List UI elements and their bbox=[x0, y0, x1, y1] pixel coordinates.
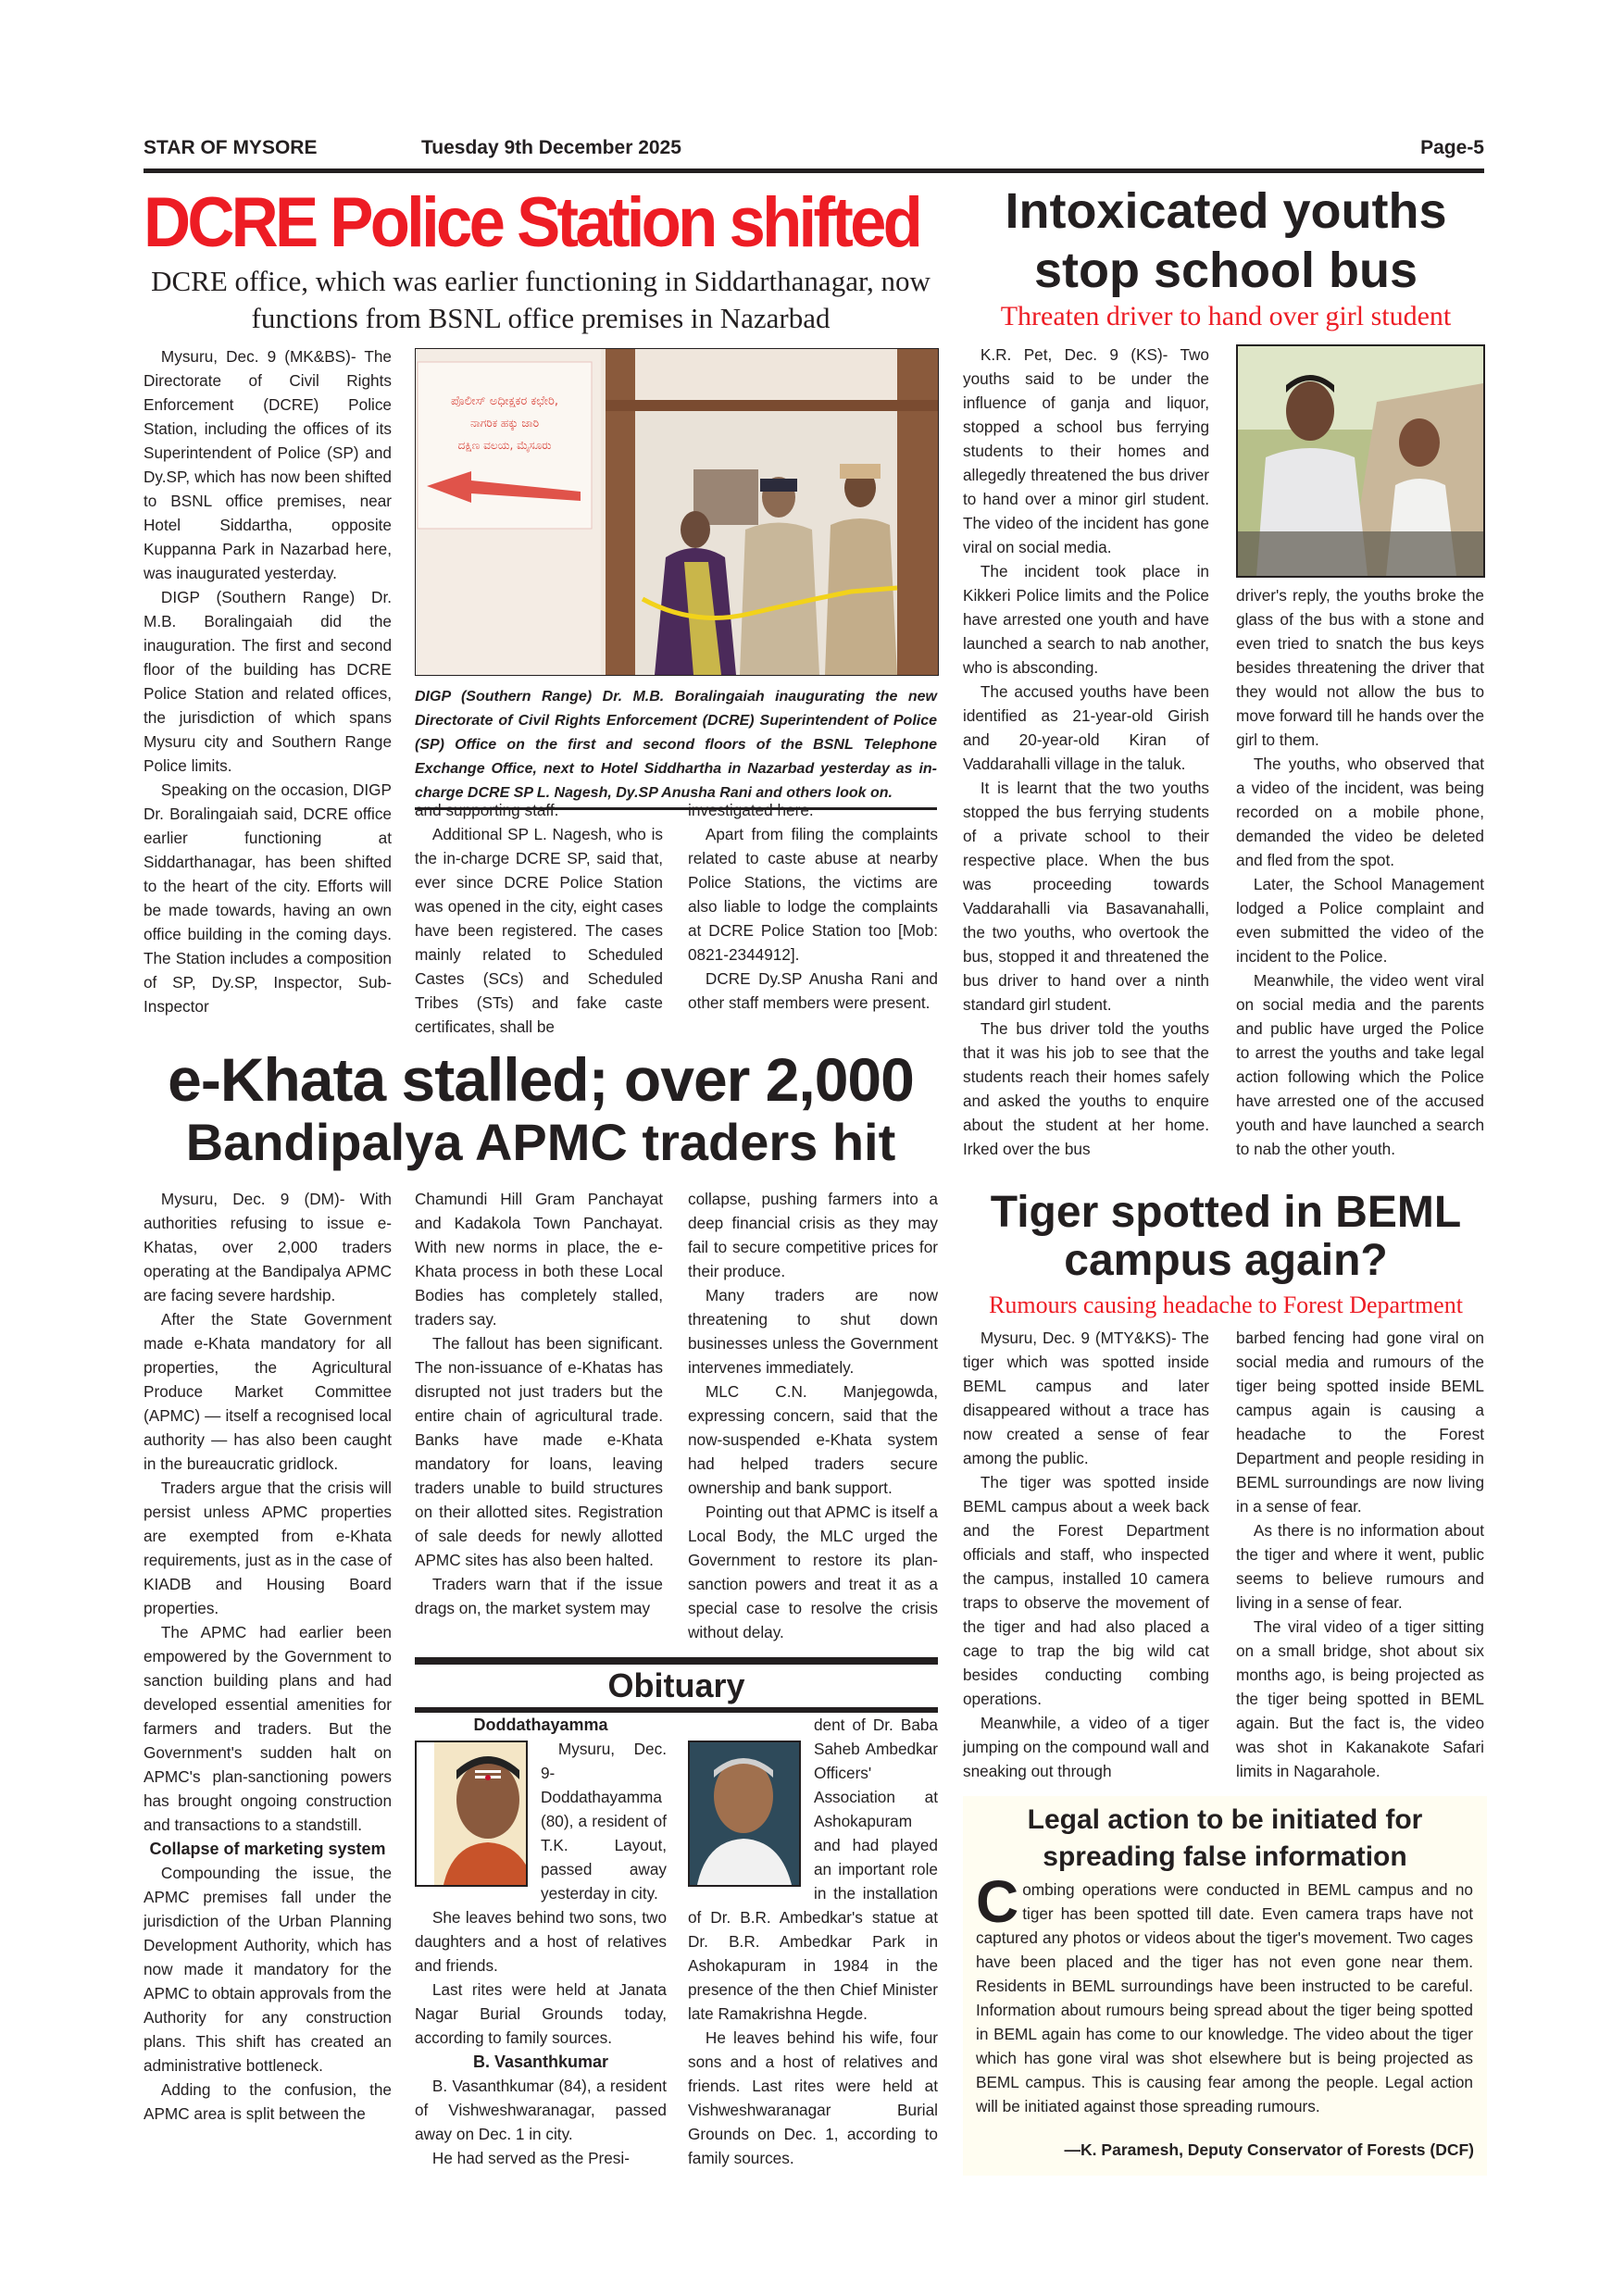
page-number: Page-5 bbox=[1420, 137, 1484, 158]
paragraph: As there is no information about the tiger and where it went, public seems to believe rumours and living in a sense of fear. bbox=[1236, 1521, 1484, 1612]
paragraph: The tiger was spotted inside BEML campus about a week back and the Forest Department officials and staff, who inspected the campus, installed 10 camera traps to observe the movement of the tiger and had also placed a cage to trap the big wild cat besides conducting combing operations. bbox=[963, 1473, 1209, 1708]
dcre-deck: DCRE office, which was earlier functioning in Siddarthanagar, now functions from BSNL office premises in Nazarbad bbox=[151, 265, 931, 334]
bus-deck: Threaten driver to hand over girl student bbox=[1000, 301, 1452, 331]
paragraph: Many traders are now threatening to shut down businesses unless the Government intervenes immediately. bbox=[688, 1286, 938, 1377]
obituary-name: B. Vasanthkumar bbox=[472, 2053, 609, 2071]
paragraph: Traders warn that if the issue drags on, the market system may bbox=[415, 1575, 663, 1617]
subheading: Collapse of marketing system bbox=[149, 1840, 386, 1858]
paragraph: The viral video of a tiger sitting on a small bridge, shot about six months ago, is being projected as the tiger being spotted in BEML again. But the fact is, the video was shot in Kakanakote Safari limits in Nagarahole. bbox=[1236, 1617, 1484, 1780]
legal-action-signature: —K. Paramesh, Deputy Conservator of Forests (DCF) bbox=[1064, 2140, 1474, 2159]
headline-line-1: e-Khata stalled; over 2,000 bbox=[168, 1045, 914, 1114]
paragraph: Meanwhile, a video of a tiger jumping on the compound wall and sneaking out through bbox=[963, 1714, 1209, 1780]
paragraph: Mysuru, Dec. 9 (MK&BS)- The Directorate of Civil Rights Enforcement (DCRE) Police Station, including the offices of its Superintendent of Police (SP) and Dy.SP, which has now been shifted to BSNL office premises, near Hotel Siddartha, opposite Kuppanna Park in Nazarbad here, was inaugurated yesterday. bbox=[144, 347, 392, 582]
paragraph: The bus driver told the youths that it was his job to see that the students reach their homes safely and asked the youths to enquire about the student at her home. Irked over the bus bbox=[963, 1019, 1209, 1158]
paragraph: The youths, who observed that a video of the incident, was being recorded on a mobile phone, demanded the video be deleted and fled from the spot. bbox=[1236, 755, 1484, 869]
legal-action-text: ombing operations were conducted in BEML campus and no tiger has been spotted till date. Even camera traps have not captured any photos or videos about the tiger's movement. Two cages have been placed and the tiger has not even gone near them. Residents in BEML surroundings have been instructed to be careful. Information about rumours being spread about the tiger being spotted in BEML again has come to our knowledge. The video about the tiger which has gone viral was shot elsewhere but is being projected as BEML campus. This is causing fear among the people. Legal action will be initiated against those spreading rumours. bbox=[976, 1880, 1473, 2115]
paragraph-continuation: investigated here. bbox=[688, 801, 814, 819]
paragraph: Mysuru, Dec. 9 (DM)- With authorities refusing to issue e-Khatas, over 2,000 traders operating at the Bandipalya APMC are facing severe hardship. bbox=[144, 1190, 392, 1304]
dcre-headline: DCRE Police Station shifted bbox=[144, 183, 920, 262]
obituary-name: Doddathayamma bbox=[473, 1716, 608, 1734]
dcre-column-1 bbox=[144, 344, 392, 1018]
paragraph: DIGP (Southern Range) Dr. M.B. Boralingaiah did the inauguration. The first and second floor of the building has DCRE Police Station and related offices, the jurisdiction of which spans Mysuru city and Southern Range Police limits. bbox=[144, 588, 392, 775]
paragraph bbox=[415, 1737, 667, 1905]
ekhata-column-3 bbox=[688, 1187, 938, 1644]
svg-text:ದಕ್ಷಿಣ ವಲಯ, ಮೈಸೂರು: ದಕ್ಷಿಣ ವಲಯ, ಮೈಸೂರು bbox=[457, 439, 552, 452]
paragraph-continuation: Chamundi Hill Gram Panchayat and Kadakola Town Panchayat. With new norms in place, the e-Khata process in both these Local Bodies has completely stalled, traders say. bbox=[415, 1190, 663, 1329]
obituary-column-2 bbox=[688, 1713, 938, 2170]
publication-name: STAR OF MYSORE bbox=[144, 137, 318, 158]
tiger-headline bbox=[963, 1189, 1489, 1285]
paragraph: Apart from filing the complaints related to caste abuse at nearby Police Stations, the victims are also liable to lodge the complaints at DCRE Police Station too [Mob: 0821-2344912]. bbox=[688, 825, 938, 964]
photo-illustration bbox=[1238, 346, 1483, 576]
portrait-illustration bbox=[690, 1742, 799, 1885]
paragraph-continuation: barbed fencing had gone viral on social media and rumours of the tiger being spotted inside BEML campus again is causing a headache to the Forest Department and people residing in BEML surroundings are now living in a sense of fear. bbox=[1236, 1329, 1484, 1516]
paragraph: MLC C.N. Manjegowda, expressing concern, said that the now-suspended e-Khata system had helped traders secure ownership and bank support. bbox=[688, 1382, 938, 1497]
paragraph: The APMC had earlier been empowered by the Government to sanction building plans and had developed essential amenities for farmers and traders. But the Government's sudden halt on APMC's plan-sanctioning powers has brought ongoing construction and transactions to a standstill. bbox=[144, 1623, 392, 1834]
masthead bbox=[144, 135, 1484, 173]
tiger-column-1 bbox=[963, 1326, 1209, 1783]
paragraph: Pointing out that APMC is itself a Local Body, the MLC urged the Government to restore its plan-sanction powers and treat it as a special case to resolve the crisis without delay. bbox=[688, 1503, 938, 1641]
paragraph: After the State Government made e-Khata mandatory for all properties, the Agricultural Produce Market Committee (APMC) — itself a recognised local authority — has also been caught in the bureaucratic gridlock. bbox=[144, 1310, 392, 1473]
bus-youths-photo bbox=[1236, 344, 1485, 578]
ekhata-column-1 bbox=[144, 1187, 392, 2126]
paragraph: The accused youths have been identified as 21-year-old Girish and 20-year-old Kiran of Vaddarahalli village in the taluk. bbox=[963, 682, 1209, 773]
obituary-header: Obituary bbox=[415, 1657, 938, 1713]
sign-text: ಪೊಲೀಸ್ ಅಧೀಕ್ಷಕರ ಕಛೇರಿ, bbox=[450, 394, 559, 408]
portrait-illustration bbox=[434, 1742, 528, 1885]
issue-date: Tuesday 9th December 2025 bbox=[421, 137, 681, 158]
paragraph-text: dent of Dr. Baba Saheb Ambedkar Officers' Association at Ashokapuram and had played an important role in the installation of Dr. B.R. Ambedkar's statue at Dr. B.R. Ambedkar Park in Ashokapuram in 1984 in the presence of the then Chief Minister late Ramakrishna Hegde. bbox=[688, 1716, 938, 2023]
paragraph: She leaves behind two sons, two daughters and a host of relatives and friends. bbox=[415, 1908, 667, 1975]
paragraph-continuation: collapse, pushing farmers into a deep financial crisis as they may fail to secure competitive prices for their produce. bbox=[688, 1190, 938, 1280]
headline-line-2: campus again? bbox=[1064, 1236, 1388, 1285]
paragraph: It is learnt that the two youths stopped the bus ferrying students of a private school to their respective place. When the bus was proceeding towards Vaddarahalli via Basavanahalli, the two youths, who overtook the bus, stopped it and threatened the bus driver to hand over a ninth standard girl student. bbox=[963, 779, 1209, 1014]
dcre-inauguration-photo bbox=[415, 348, 939, 676]
paragraph: Last rites were held at Janata Nagar Burial Grounds today, according to family sources. bbox=[415, 1980, 667, 2047]
headline-line-2: Bandipalya APMC traders hit bbox=[185, 1113, 896, 1171]
paragraph: The fallout has been significant. The non-issuance of e-Khatas has disrupted not just traders but the entire chain of agricultural trade. Banks have made e-Khata mandatory for loans, leaving traders unable to build structures on their allotted sites. Registration of sale deeds for newly allotted APMC sites has also been halted. bbox=[415, 1334, 663, 1569]
obituary-portrait-vasanthkumar bbox=[688, 1741, 801, 1887]
dcre-photo-caption: DIGP (Southern Range) Dr. M.B. Boralingaiah inaugurating the new Directorate of Civil Rights Enforcement (DCRE) Superintendent of Police (SP) Office on the first and second floors of the BSNL Telephone Exchange Office, next to Hotel Siddhartha in Nazarbad yesterday as in-charge DCRE SP L. Nagesh, Dy.SP Anusha Rani and others look on. bbox=[415, 685, 937, 810]
obituary-portrait-doddathayamma bbox=[415, 1741, 528, 1887]
paragraph: Mysuru, Dec. 9 (MTY&KS)- The tiger which was spotted inside BEML campus and later disappeared without a trace has now created a sense of fear among the public. bbox=[963, 1329, 1209, 1467]
bus-column-2 bbox=[1236, 583, 1484, 1161]
paragraph: B. Vasanthkumar (84), a resident of Vishweshwaranagar, passed away on Dec. 1 in city. bbox=[415, 2077, 667, 2143]
bus-headline: Intoxicated youths stop school bus bbox=[1005, 183, 1447, 298]
paragraph: Speaking on the occasion, DIGP Dr. Boralingaiah said, DCRE office earlier functioning at Siddarthanagar, has been shifted to the heart of the city. Efforts will be made towards, having an own office building in the coming days. The Station includes a composition of SP, Dy.SP, Inspector, Sub-Inspector bbox=[144, 780, 392, 1016]
paragraph: DCRE Dy.SP Anusha Rani and other staff members were present. bbox=[688, 969, 938, 1012]
paragraph: The incident took place in Kikkeri Police limits and the Police have arrested one youth and have launched a search to nab another, who is absconding. bbox=[963, 562, 1209, 677]
dcre-column-3 bbox=[688, 798, 938, 1015]
tiger-deck: Rumours causing headache to Forest Department bbox=[989, 1292, 1463, 1318]
ekhata-column-2 bbox=[415, 1187, 663, 1620]
paragraph: Additional SP L. Nagesh, who is the in-charge DCRE SP, said that, ever since DCRE Police Station was opened in the city, eight cases have been registered. The cases mainly related to Scheduled Castes (SCs) and Scheduled Tribes (STs) and fake caste certificates, shall be bbox=[415, 825, 663, 1036]
paragraph: Later, the School Management lodged a Police complaint and even submitted the video of the incident to the Police. bbox=[1236, 875, 1484, 966]
photo-illustration bbox=[416, 349, 938, 675]
paragraph-continuation: and supporting staff. bbox=[415, 801, 559, 819]
paragraph-continuation: driver's reply, the youths broke the glass of the bus with a stone and even tried to snatch the bus keys besides threatening the driver that they would not allow the bus to move forward till he hands over the girl to them. bbox=[1236, 586, 1484, 749]
paragraph: Meanwhile, the video went viral on social media and the parents and public have urged the Police to arrest the youths and take legal action following which the Police have arrested one of the accused youth and have launched a search to nab the other youth. bbox=[1236, 971, 1484, 1158]
legal-action-box bbox=[963, 1796, 1487, 2176]
obituary-column-1 bbox=[415, 1713, 667, 2170]
paragraph: He had served as the Presi- bbox=[431, 2149, 630, 2167]
dcre-column-2 bbox=[415, 798, 663, 1039]
tiger-column-2 bbox=[1236, 1326, 1484, 1783]
paragraph: Adding to the confusion, the APMC area is split between the bbox=[144, 2080, 392, 2123]
paragraph-text: Mysuru, Dec. 9- Doddathayamma (80), a resident of T.K. Layout, passed away yesterday in city. bbox=[541, 1740, 667, 1903]
paragraph: Compounding the issue, the APMC premises fall under the jurisdiction of the Urban Planning Development Authority, which has now made it mandatory for the APMC to obtain approvals from the Authority for any construction plans. This shift has created an administrative bottleneck. bbox=[144, 1864, 392, 2075]
bus-column-1 bbox=[963, 343, 1209, 1161]
legal-action-body bbox=[976, 1868, 1473, 2118]
svg-text:ನಾಗರಿಕ ಹಕ್ಕು ಜಾರಿ: ನಾಗರಿಕ ಹಕ್ಕು ಜಾರಿ bbox=[469, 417, 540, 430]
drop-cap: C bbox=[976, 1868, 1019, 1935]
paragraph: He leaves behind his wife, four sons and a host of relatives and friends. Last rites were held at Vishweshwaranagar Burial Grounds on Dec. 1, according to family sources. bbox=[688, 2028, 938, 2167]
legal-action-headline: Legal action to be initiated for spreading false information bbox=[1027, 1804, 1423, 1872]
headline-line-1: Tiger spotted in BEML bbox=[990, 1188, 1462, 1237]
paragraph: Traders argue that the crisis will persist unless APMC properties are exempted from e-Khata requirements, just as in the case of KIADB and Housing Board properties. bbox=[144, 1479, 392, 1617]
ekhata-headline bbox=[139, 1046, 943, 1172]
paragraph-continuation bbox=[688, 1713, 938, 2026]
paragraph: K.R. Pet, Dec. 9 (KS)- Two youths said to be under the influence of ganja and liquor, stopped a school bus ferrying students to their homes and allegedly threatened the bus driver to hand over a minor girl student. The video of the incident has gone viral on social media. bbox=[963, 345, 1209, 556]
